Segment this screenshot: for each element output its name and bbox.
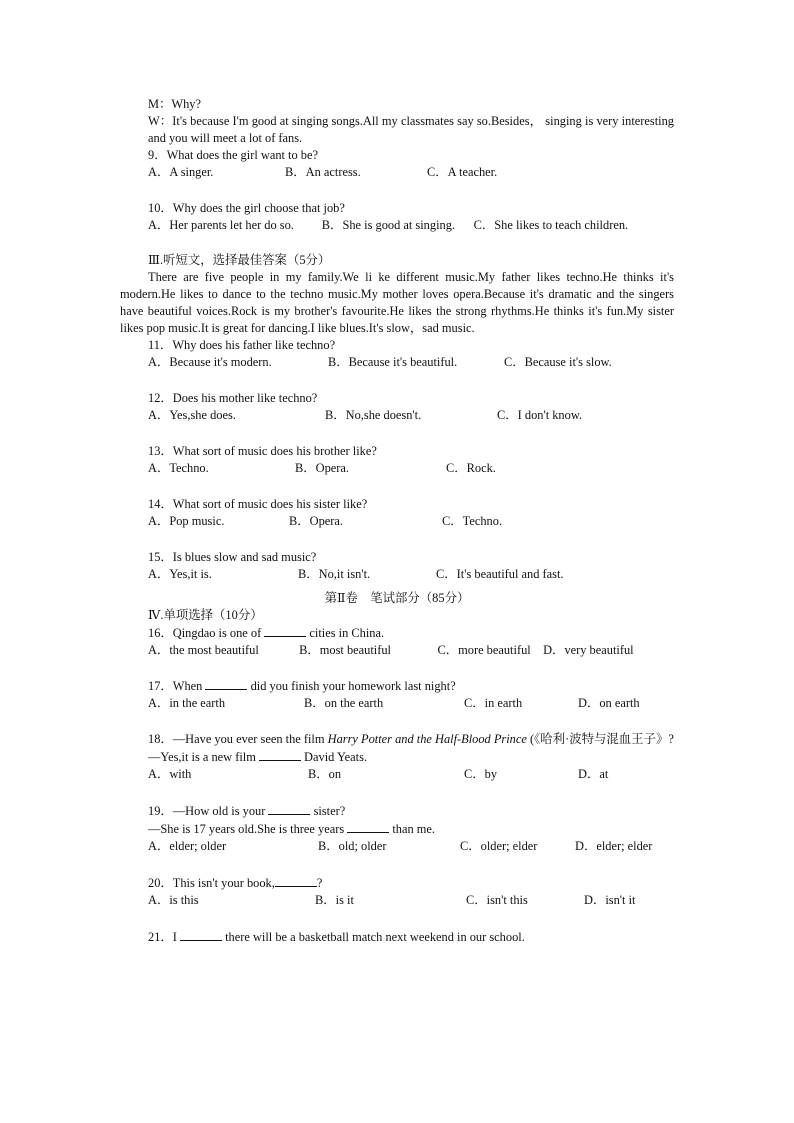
question-16 [120, 624, 674, 642]
options-16 [120, 642, 674, 659]
dialogue-w-text: W：It's because I'm good at singing songs.All my classmates say so.Besides， singing is very interesting and you will meet a lot of fans. [148, 114, 674, 145]
option-18d[interactable]: D．at [578, 767, 609, 781]
part-2-title: 第Ⅱ卷 笔试部分（85分） [324, 591, 470, 605]
option-9c[interactable]: C．A teacher. [427, 165, 498, 179]
question-10: 10．Why does the girl choose that job? [148, 201, 345, 215]
option-15c[interactable]: C．It's beautiful and fast. [436, 567, 564, 581]
question-12: 12．Does his mother like techno? [148, 391, 318, 405]
option-16a[interactable]: A．the most beautiful [148, 643, 259, 657]
options-13 [120, 460, 674, 478]
option-18b[interactable]: B．on [308, 767, 342, 781]
question-15: 15．Is blues slow and sad music? [148, 550, 317, 564]
option-17d[interactable]: D．on earth [578, 696, 640, 710]
option-13c[interactable]: C．Rock. [446, 461, 496, 475]
options-19 [120, 838, 674, 856]
q18-post: (《哈利·波特与混血王子》? [529, 732, 674, 746]
question-18-line2 [120, 748, 674, 766]
q16-pre: 16．Qingdao is one of [148, 626, 265, 640]
option-19c[interactable]: C．older; elder [460, 839, 538, 853]
options-12 [120, 407, 674, 425]
option-12b[interactable]: B．No,she doesn't. [325, 408, 422, 422]
q17-post: did you finish your homework last night? [247, 679, 456, 693]
question-18 [120, 731, 674, 748]
option-19a[interactable]: A．elder; older [148, 839, 227, 853]
q16-post: cities in China. [306, 626, 385, 640]
dialogue-w-line [120, 113, 674, 147]
question-17 [120, 677, 674, 695]
option-17c[interactable]: C．in earth [464, 696, 523, 710]
option-18c[interactable]: C．by [464, 767, 498, 781]
option-16b[interactable]: B．most beautiful [299, 643, 391, 657]
question-19 [120, 802, 674, 820]
option-11a[interactable]: A．Because it's modern. [148, 355, 272, 369]
options-15 [120, 566, 674, 584]
exam-page [120, 96, 674, 946]
section-3-title: Ⅲ.听短文，选择最佳答案（5分） [148, 253, 331, 267]
option-11c[interactable]: C．Because it's slow. [504, 355, 612, 369]
option-19d[interactable]: D．elder; elder [575, 839, 653, 853]
q19-line2-pre: —She is 17 years old.She is three years [148, 822, 348, 836]
option-13a[interactable]: A．Techno. [148, 461, 209, 475]
question-19-line2 [120, 820, 674, 838]
option-14a[interactable]: A．Pop music. [148, 514, 225, 528]
q20-post: ? [316, 876, 323, 890]
option-17b[interactable]: B．on the earth [304, 696, 384, 710]
options-11 [120, 354, 674, 372]
option-14c[interactable]: C．Techno. [442, 514, 503, 528]
question-11: 11．Why does his father like techno? [148, 338, 336, 352]
options-10 [120, 217, 674, 234]
question-13: 13．What sort of music does his brother like? [148, 444, 377, 458]
q18-pre: 18．—Have you ever seen the film [148, 732, 328, 746]
option-20b[interactable]: B．is it [315, 893, 354, 907]
option-15b[interactable]: B．No,it isn't. [298, 567, 371, 581]
q17-pre: 17．When [148, 679, 206, 693]
q19-line2-post: than me. [389, 822, 436, 836]
option-11b[interactable]: B．Because it's beautiful. [328, 355, 458, 369]
options-9 [120, 164, 674, 182]
q19-blank-1[interactable] [268, 802, 310, 815]
option-14b[interactable]: B．Opera. [289, 514, 344, 528]
q19-blank-2[interactable] [347, 820, 389, 833]
option-12a[interactable]: A．Yes,she does. [148, 408, 236, 422]
option-10b[interactable]: B．She is good at singing. [321, 218, 456, 232]
option-18a[interactable]: A．with [148, 767, 192, 781]
options-17 [120, 695, 674, 713]
options-18 [120, 766, 674, 784]
q16-blank[interactable] [264, 624, 306, 637]
q18-line2-pre: —Yes,it is a new film [148, 750, 259, 764]
q18-film-title: Harry Potter and the Half-Blood Prince [327, 732, 527, 746]
option-19b[interactable]: B．old; older [318, 839, 387, 853]
question-9: 9．What does the girl want to be? [148, 148, 318, 162]
option-9a[interactable]: A．A singer. [148, 165, 214, 179]
option-12c[interactable]: C．I don't know. [497, 408, 583, 422]
q20-blank[interactable] [275, 874, 317, 887]
question-14: 14．What sort of music does his sister like? [148, 497, 368, 511]
option-13b[interactable]: B．Opera. [295, 461, 350, 475]
option-20a[interactable]: A．is this [148, 893, 199, 907]
option-17a[interactable]: A．in the earth [148, 696, 226, 710]
q21-pre: 21．I [148, 930, 181, 944]
q21-blank[interactable] [180, 928, 222, 941]
option-15a[interactable]: A．Yes,it is. [148, 567, 212, 581]
option-20d[interactable]: D．isn't it [584, 893, 636, 907]
q17-blank[interactable] [205, 677, 247, 690]
options-14 [120, 513, 674, 531]
question-20 [120, 874, 674, 892]
option-20c[interactable]: C．isn't this [466, 893, 528, 907]
q18-line2-post: David Yeats. [300, 750, 368, 764]
options-20 [120, 892, 674, 910]
section-3-passage: There are five people in my family.We li ke different music.My father likes techno.He thinks it's modern.He likes to dance to the techno music.My mother loves opera.Because it's dramatic and the singers have beautiful voices.Rock is my brother's favourite.He likes the strong rhythms.He thinks it's fun.My sister likes pop music.It is great for dancing.I like blues.It's slow，sad music. [120, 270, 674, 335]
question-21 [120, 928, 674, 946]
q20-pre: 20．This isn't your book, [148, 876, 275, 890]
q21-post: there will be a basketball match next weekend in our school. [222, 930, 525, 944]
section-4-title: Ⅳ.单项选择（10分） [148, 608, 263, 622]
option-10c[interactable]: C．She likes to teach children. [473, 218, 629, 232]
option-9b[interactable]: B．An actress. [285, 165, 361, 179]
option-16d[interactable]: D．very beautiful [543, 643, 634, 657]
q19-pre: 19．—How old is your [148, 804, 269, 818]
q19-post: sister? [310, 804, 346, 818]
dialogue-m-line: M：Why? [148, 97, 201, 111]
option-16c[interactable]: C．more beautiful [437, 643, 531, 657]
option-10a[interactable]: A．Her parents let her do so. [148, 218, 294, 232]
q18-blank[interactable] [259, 748, 301, 761]
